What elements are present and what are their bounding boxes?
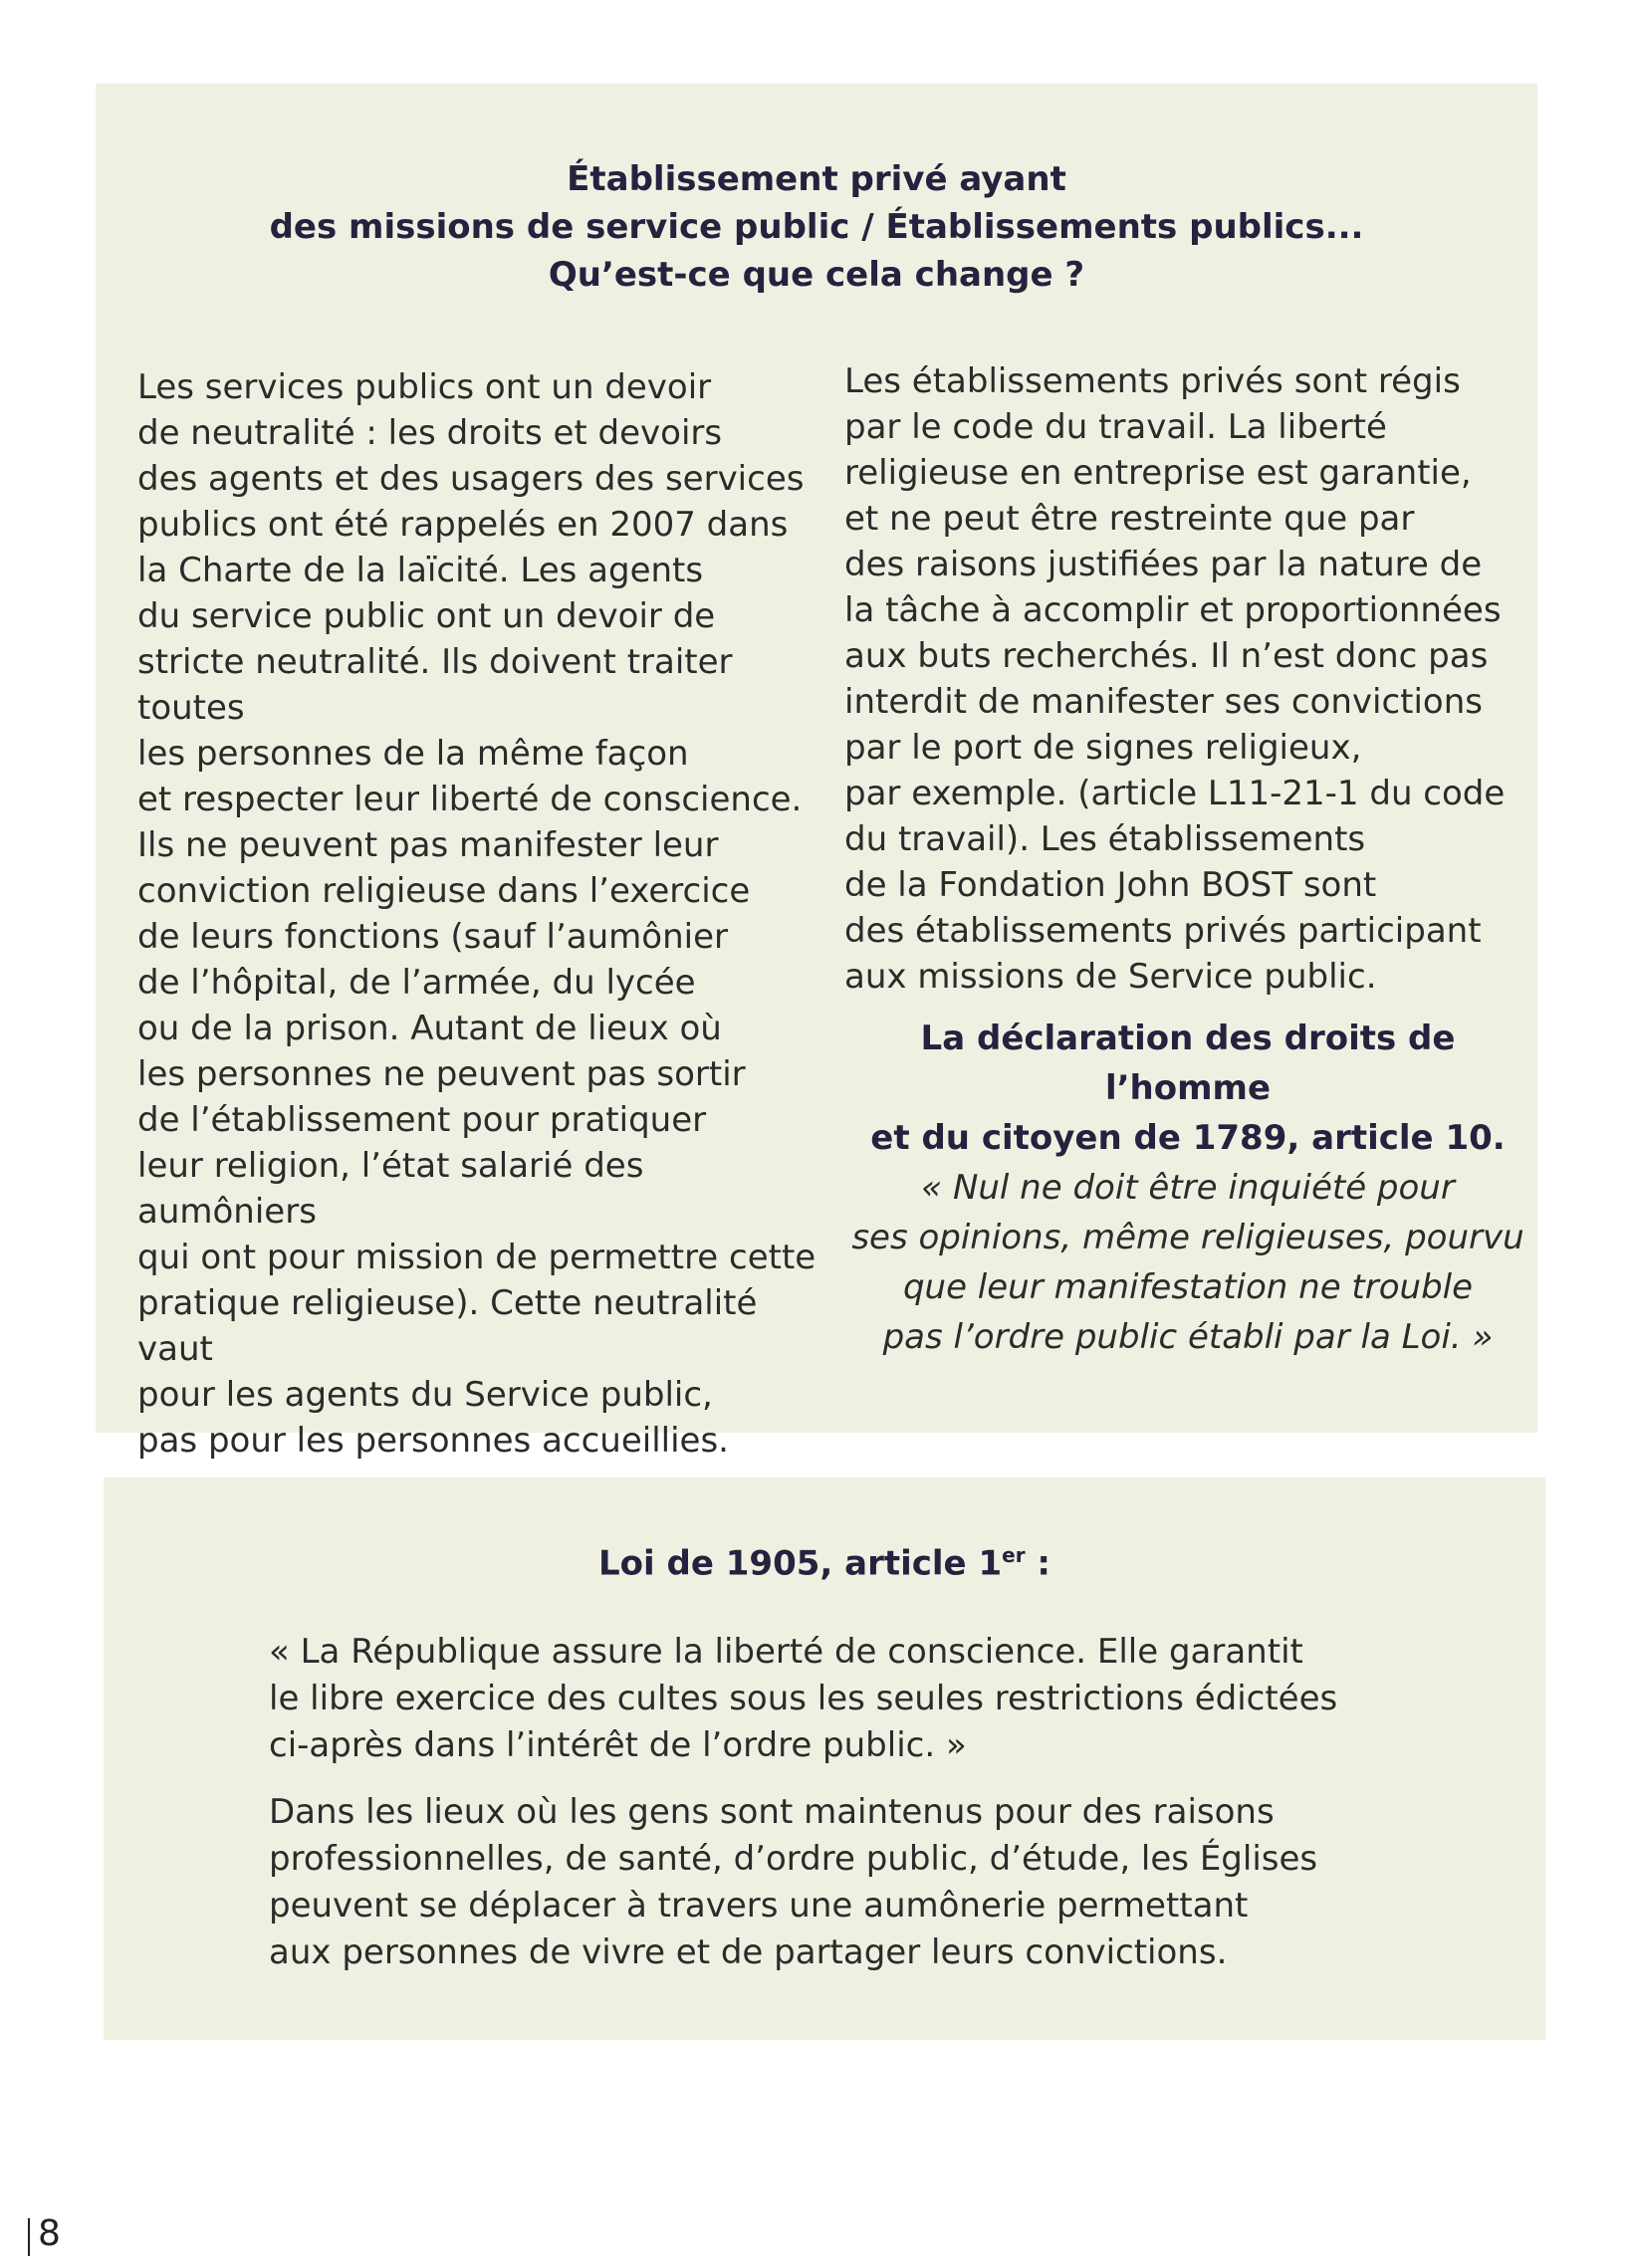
law-quote: « La République assure la liberté de conscience. Elle garantit le libre exercice des cultes sous les seules restrictions édictées ci-après dans l’intérêt de l’ordre public. » (269, 1632, 1338, 1765)
declaration-quote: « Nul ne doit être inquiété pour ses opinions, même religieuses, pourvu que leur manifestation ne trouble pas l’ordre public établi par la Loi. » (851, 1168, 1524, 1357)
section-title: Établissement privé ayant des missions de service public / Établissements publics... Qu’est-ce que cela change ? (269, 159, 1364, 295)
right-column (844, 358, 1531, 1362)
page-number: 8 (38, 2213, 61, 2254)
info-box-establishments (96, 84, 1537, 1461)
law-title-text: Loi de 1905, article 1 (598, 1543, 1003, 1584)
law-title-colon: : (1025, 1543, 1050, 1584)
private-establishments-paragraph: Les établissements privés sont régis par le code du travail. La liberté religieuse en entreprise est garantie, et ne peut être restreinte que par des raisons justifiées par la nature de la tâche à accomplir et proportionnées aux buts recherchés. Il n’est donc pas interdit de manifester ses convictions par le port de signes religieux, par exemple. (article L11-21-1 du code du travail). Les établissements de la Fondation John BOST sont des établissements privés participant aux missions de Service public. (844, 361, 1506, 997)
left-column (137, 364, 824, 1464)
law-title (104, 1543, 1545, 1583)
law-body (269, 1629, 1464, 1976)
law-title-superscript: er (1002, 1543, 1026, 1567)
public-services-paragraph: Les services publics ont un devoir de neutralité : les droits et devoirs des agents et des usagers des services publics ont été rappelés en 2007 dans la Charte de la laïcité. Les agents du service public ont un devoir de stricte neutralité. Ils doivent traiter toutes les personnes de la même façon et respecter leur liberté de conscience. Ils ne peuvent pas manifester leur conviction religieuse dans l’exercice de leurs fonctions (sauf l’aumônier de l’hôpital, de l’armée, du lycée ou de la prison. Autant de lieux où les personnes ne peuvent pas sortir de l’établissement pour pratiquer leur religion, l’état salarié des aumôniers qui ont pour mission de permettre cette pratique religieuse). Cette neutralité vaut pour les agents du Service public, pas pour les personnes accueillies. (137, 367, 816, 1461)
chaplaincy-paragraph: Dans les lieux où les gens sont maintenus pour des raisons professionnelles, de santé, d’ordre public, d’étude, les Églises peuvent se déplacer à travers une aumônerie permettant aux personnes de vivre et de partager leurs convictions. (269, 1792, 1318, 1972)
declaration-title: La déclaration des droits de l’homme et du citoyen de 1789, article 10. (870, 1019, 1506, 1158)
info-box-law-1905 (104, 1477, 1545, 2040)
